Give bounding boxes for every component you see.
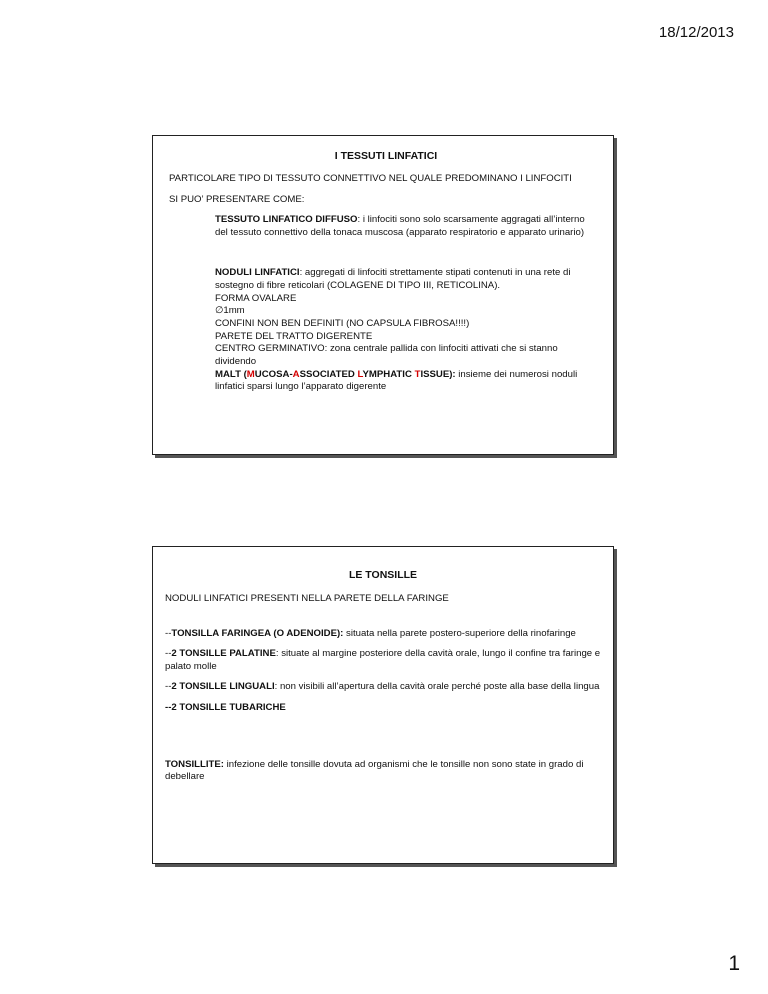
tonsil-term: 2 TONSILLE LINGUALI [171, 681, 275, 693]
tonsil-term: TONSILLA FARINGEA (O ADENOIDE): [171, 627, 344, 639]
slide-tonsille [152, 546, 614, 864]
slide-title: I TESSUTI LINFATICI [334, 150, 438, 162]
noduli-text: : aggregati di linfociti strettamente stipati contenuti in una rete di sostegno di fibre reticolari (COLAGENE DI TIPO III, RETICOLINA). [215, 267, 571, 292]
noduli-term: NODULI LINFATICI [215, 267, 300, 279]
noduli-paragraph [215, 267, 597, 292]
malt-text: insieme dei numerosi noduli linfatici sparsi lungo l’apparato digerente [215, 368, 578, 393]
tonsil-term: 2 TONSILLE PALATINE [171, 648, 276, 660]
header-date: 18/12/2013 [658, 24, 734, 41]
presents-text: SI PUO’ PRESENTARE COME: [169, 193, 305, 205]
tonsil-term: --2 TONSILLE TUBARICHE [165, 702, 286, 714]
slide-title: LE TONSILLE [348, 569, 418, 581]
slide-tessuti-linfatici [152, 135, 614, 455]
confini-line: CONFINI NON BEN DEFINITI (NO CAPSULA FIBROSA!!!!) [215, 318, 470, 330]
centro-line: CENTRO GERMINATIVO: zona centrale pallida con linfociti attivati che si stanno dividendo [215, 343, 558, 368]
forma-line: FORMA OVALARE [215, 292, 297, 304]
tonsil-item: --2 TONSILLE PALATINE: situate al margine posteriore della cavità orale, lungo il confine tra faringe e palato molle [165, 648, 601, 672]
parete-line: PARETE DEL TRATTO DIGERENTE [215, 330, 373, 342]
noduli-block [215, 267, 597, 394]
tonsillite-term: TONSILLITE: [165, 758, 224, 770]
page-number: 1 [728, 952, 740, 975]
intro-text: PARTICOLARE TIPO DI TESSUTO CONNETTIVO NEL QUALE PREDOMINANO I LINFOCITI [169, 172, 572, 184]
tonsillite-text: infezione delle tonsille dovuta ad organismi che le tonsille non sono state in grado di debellare [165, 758, 584, 783]
diffuso-term: TESSUTO LINFATICO DIFFUSO [215, 214, 358, 226]
tonsil-item [165, 702, 601, 715]
malt-term: MALT (MUCOSA-ASSOCIATED LYMPHATIC TISSUE): [215, 368, 456, 380]
intro-text: NODULI LINFATICI PRESENTI NELLA PARETE DELLA FARINGE [165, 592, 449, 604]
diffuso-paragraph [215, 214, 597, 239]
tonsillite-paragraph [165, 759, 601, 784]
diametro-line: ∅1mm [215, 305, 245, 317]
tonsil-item: --TONSILLA FARINGEA (O ADENOIDE): situata nella parete postero-superiore della rinofaringe [165, 627, 576, 639]
tonsil-item: --2 TONSILLE LINGUALI: non visibili all’apertura della cavità orale perché poste alla base della lingua [165, 681, 600, 693]
malt-line [215, 369, 597, 394]
diffuso-text: : i linfociti sono solo scarsamente aggragati all’interno del tessuto connettivo della tonaca muscosa (apparato respiratorio e apparato urinario) [215, 214, 585, 238]
